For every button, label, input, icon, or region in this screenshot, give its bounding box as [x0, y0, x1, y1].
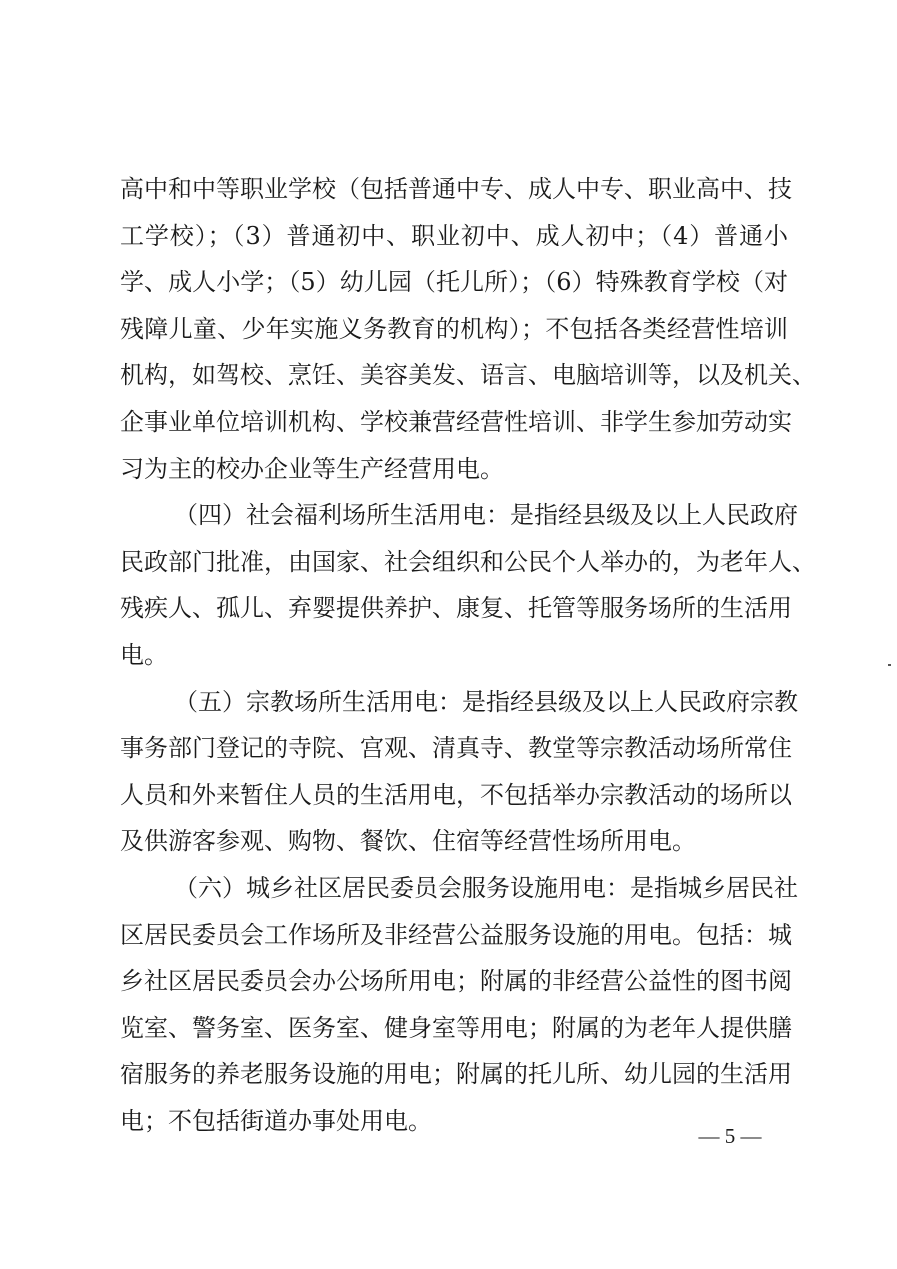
text-line: 区居民委员会工作场所及非经营公益服务设施的用电。包括：城	[120, 920, 792, 949]
text-line: 乡社区居民委员会办公场所用电；附属的非经营公益性的图书阅	[120, 967, 792, 996]
paragraph-schools-continued	[120, 166, 816, 492]
text-line: 高中和中等职业学校（包括普通中专、成人中专、职业高中、技	[120, 175, 792, 203]
paragraph-heading-line: （五）宗教场所生活用电：是指经县级及以上人民政府宗教	[174, 687, 798, 716]
paragraph-heading-line: （四）社会福利场所生活用电：是指经县级及以上人民政府	[174, 501, 798, 530]
body-text	[120, 166, 816, 1144]
text-line: 民政部门批准，由国家、社会组织和公民个人举办的，为老年人、	[120, 547, 816, 576]
paragraph-religious-sites	[120, 679, 798, 865]
text-line: 事务部门登记的寺院、宫观、清真寺、教堂等宗教活动场所常住	[120, 734, 792, 763]
text-line: 览室、警务室、医务室、健身室等用电；附属的为老年人提供膳	[120, 1013, 792, 1042]
text-line: 宿服务的养老服务设施的用电；附属的托儿所、幼儿园的生活用	[120, 1060, 792, 1089]
scan-speck	[888, 664, 891, 666]
text-line: 学、成人小学；（5）幼儿园（托儿所）；（6）特殊教育学校（对	[120, 268, 788, 297]
text-line: 电；不包括街道办事处用电。	[120, 1106, 432, 1135]
text-line: 电。	[120, 640, 168, 669]
paragraph-community-facilities	[120, 865, 798, 1145]
text-line: 残疾人、孤儿、弃婴提供养护、康复、托管等服务场所的生活用	[120, 594, 792, 623]
page-number: — 5 —	[698, 1124, 762, 1148]
paragraph-heading-line: （六）城乡社区居民委员会服务设施用电：是指城乡居民社	[174, 873, 798, 902]
text-line: 机构，如驾校、烹饪、美容美发、语言、电脑培训等，以及机关、	[120, 361, 816, 390]
text-line: 及供游客参观、购物、餐饮、住宿等经营性场所用电。	[120, 827, 696, 856]
text-line: 残障儿童、少年实施义务教育的机构）；不包括各类经营性培训	[120, 314, 788, 343]
text-line: 人员和外来暂住人员的生活用电，不包括举办宗教活动的场所以	[120, 780, 792, 809]
text-line: 习为主的校办企业等生产经营用电。	[120, 454, 504, 483]
text-line: 工学校）；（3）普通初中、职业初中、成人初中；（4）普通小	[120, 221, 788, 250]
paragraph-social-welfare	[120, 492, 816, 678]
text-line: 企事业单位培训机构、学校兼营经营性培训、非学生参加劳动实	[120, 407, 792, 436]
